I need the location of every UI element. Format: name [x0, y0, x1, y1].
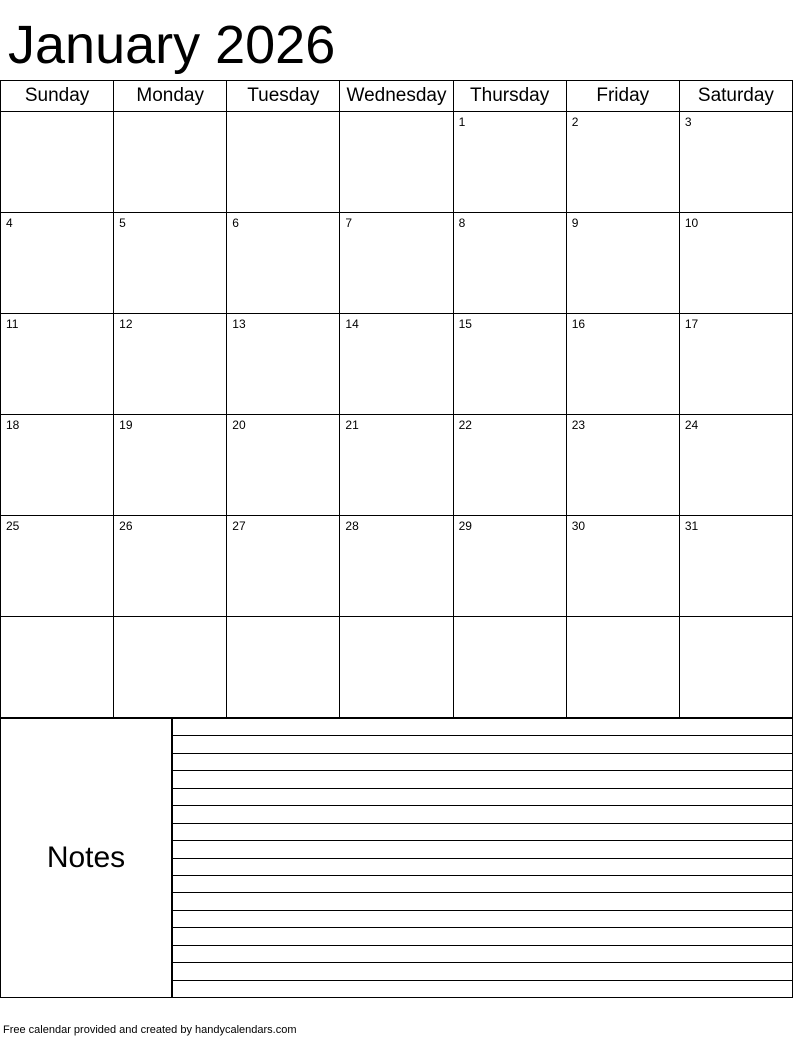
day-number — [227, 112, 339, 116]
day-number: 16 — [571, 317, 586, 331]
day-number: 2 — [571, 115, 579, 129]
calendar-day-cell[interactable] — [227, 617, 340, 718]
weekday-header-thursday: Thursday — [453, 81, 566, 112]
notes-line[interactable] — [173, 946, 792, 963]
day-number: 25 — [6, 519, 20, 533]
calendar-day-cell[interactable] — [340, 213, 453, 314]
notes-label-box — [0, 718, 172, 998]
calendar-week-row — [1, 213, 793, 314]
calendar-day-cell[interactable] — [566, 314, 679, 415]
notes-line[interactable] — [173, 928, 792, 945]
day-number: 31 — [684, 519, 699, 533]
day-number — [340, 617, 452, 621]
day-number: 9 — [571, 216, 579, 230]
calendar-day-cell[interactable] — [453, 617, 566, 718]
calendar-day-cell[interactable] — [227, 213, 340, 314]
notes-line[interactable] — [173, 771, 792, 788]
page-title: January 2026 — [8, 15, 336, 75]
calendar-day-cell[interactable] — [1, 617, 114, 718]
calendar-day-cell[interactable] — [340, 112, 453, 213]
calendar-day-cell[interactable] — [566, 112, 679, 213]
day-number: 21 — [345, 418, 359, 432]
calendar-day-cell[interactable] — [566, 415, 679, 516]
day-number — [114, 617, 226, 621]
calendar-day-cell[interactable] — [227, 112, 340, 213]
day-number: 27 — [232, 519, 246, 533]
notes-line[interactable] — [173, 911, 792, 928]
calendar-header-row — [1, 81, 793, 112]
day-number: 10 — [684, 216, 699, 230]
calendar-day-cell[interactable] — [566, 213, 679, 314]
day-number: 22 — [458, 418, 472, 432]
calendar-day-cell[interactable] — [114, 415, 227, 516]
day-number — [680, 617, 792, 621]
day-number: 7 — [345, 216, 353, 230]
notes-line[interactable] — [173, 841, 792, 858]
notes-line[interactable] — [173, 981, 792, 998]
calendar-day-cell[interactable] — [227, 314, 340, 415]
calendar-day-cell[interactable] — [679, 112, 792, 213]
notes-line[interactable] — [173, 806, 792, 823]
day-number: 24 — [684, 418, 699, 432]
notes-line[interactable] — [173, 789, 792, 806]
calendar-table — [0, 80, 793, 718]
calendar-day-cell[interactable] — [453, 213, 566, 314]
calendar-day-cell[interactable] — [679, 213, 792, 314]
day-number: 3 — [684, 115, 692, 129]
weekday-header-tuesday: Tuesday — [227, 81, 340, 112]
day-number: 14 — [345, 317, 359, 331]
day-number: 17 — [684, 317, 699, 331]
day-number: 15 — [458, 317, 472, 331]
calendar-day-cell[interactable] — [340, 314, 453, 415]
calendar-day-cell[interactable] — [566, 617, 679, 718]
calendar-day-cell[interactable] — [1, 213, 114, 314]
calendar-day-cell[interactable] — [679, 415, 792, 516]
calendar-week-row — [1, 112, 793, 213]
day-number — [567, 617, 679, 621]
day-number: 8 — [458, 216, 466, 230]
calendar-container — [0, 80, 800, 718]
calendar-day-cell[interactable] — [679, 617, 792, 718]
notes-line[interactable] — [173, 963, 792, 980]
calendar-day-cell[interactable] — [1, 112, 114, 213]
day-number: 5 — [119, 216, 126, 230]
calendar-day-cell[interactable] — [340, 617, 453, 718]
weekday-header-saturday: Saturday — [679, 81, 792, 112]
notes-line[interactable] — [173, 876, 792, 893]
notes-label: Notes — [46, 841, 126, 874]
calendar-week-row — [1, 314, 793, 415]
day-number: 1 — [458, 115, 466, 129]
calendar-day-cell[interactable] — [114, 213, 227, 314]
calendar-week-row — [1, 415, 793, 516]
calendar-day-cell[interactable] — [114, 516, 227, 617]
day-number: 19 — [119, 418, 133, 432]
day-number — [227, 617, 339, 621]
calendar-week-row — [1, 617, 793, 718]
day-number — [340, 112, 452, 116]
day-number: 30 — [571, 519, 586, 533]
weekday-header-friday: Friday — [566, 81, 679, 112]
day-number — [1, 112, 113, 116]
day-number: 12 — [119, 317, 133, 331]
notes-line[interactable] — [173, 736, 792, 753]
calendar-day-cell[interactable] — [566, 516, 679, 617]
notes-lines-area[interactable] — [172, 718, 793, 998]
calendar-day-cell[interactable] — [114, 617, 227, 718]
day-number: 13 — [232, 317, 246, 331]
day-number: 23 — [571, 418, 586, 432]
notes-line[interactable] — [173, 893, 792, 910]
calendar-body — [1, 112, 793, 718]
calendar-day-cell[interactable] — [227, 516, 340, 617]
day-number: 6 — [232, 216, 239, 230]
calendar-day-cell[interactable] — [679, 314, 792, 415]
calendar-day-cell[interactable] — [114, 112, 227, 213]
calendar-day-cell[interactable] — [453, 415, 566, 516]
day-number: 4 — [6, 216, 13, 230]
calendar-day-cell[interactable] — [114, 314, 227, 415]
day-number — [454, 617, 566, 621]
day-number: 26 — [119, 519, 133, 533]
calendar-day-cell[interactable] — [340, 516, 453, 617]
calendar-day-cell[interactable] — [453, 516, 566, 617]
day-number: 29 — [458, 519, 472, 533]
calendar-week-row — [1, 516, 793, 617]
day-number: 20 — [232, 418, 246, 432]
calendar-day-cell[interactable] — [679, 516, 792, 617]
day-number — [1, 617, 113, 621]
notes-line[interactable] — [173, 719, 792, 736]
weekday-header-sunday: Sunday — [1, 81, 114, 112]
notes-line[interactable] — [173, 824, 792, 841]
footer-credit: Free calendar provided and created by handycalendars.com — [3, 1024, 297, 1036]
notes-line[interactable] — [173, 859, 792, 876]
calendar-day-cell[interactable] — [1, 314, 114, 415]
calendar-day-cell[interactable] — [453, 314, 566, 415]
day-number — [114, 112, 226, 116]
day-number: 18 — [6, 418, 20, 432]
weekday-header-monday: Monday — [114, 81, 227, 112]
weekday-header-row — [1, 81, 793, 112]
notes-line[interactable] — [173, 754, 792, 771]
calendar-day-cell[interactable] — [227, 415, 340, 516]
weekday-header-wednesday: Wednesday — [340, 81, 453, 112]
calendar-day-cell[interactable] — [340, 415, 453, 516]
calendar-day-cell[interactable] — [1, 516, 114, 617]
notes-section — [0, 718, 793, 998]
day-number: 28 — [345, 519, 359, 533]
day-number: 11 — [6, 317, 19, 331]
calendar-day-cell[interactable] — [1, 415, 114, 516]
calendar-day-cell[interactable] — [453, 112, 566, 213]
